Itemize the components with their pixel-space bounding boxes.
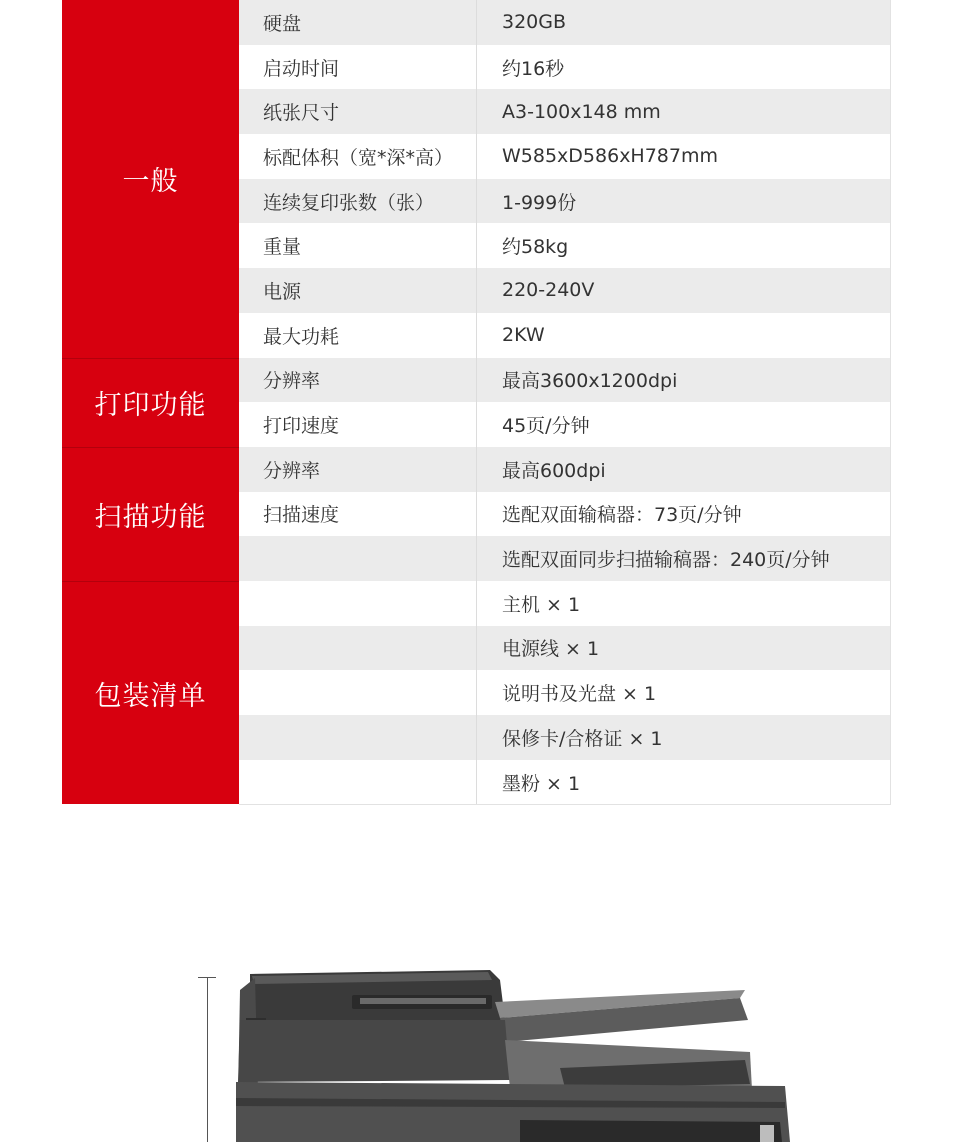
spec-label: 电源 — [239, 268, 477, 313]
spec-group — [62, 0, 891, 358]
spec-value: 保修卡/合格证 × 1 — [502, 727, 663, 750]
spec-label: 标配体积（宽*深*高） — [239, 134, 477, 179]
spec-value: 墨粉 × 1 — [502, 772, 581, 795]
spec-value: 电源线 × 1 — [502, 638, 600, 661]
spec-row — [239, 402, 891, 447]
spec-row — [239, 536, 891, 581]
spec-value: 45页/分钟 — [502, 415, 590, 438]
spec-value: 说明书及光盘 × 1 — [502, 683, 657, 706]
spec-row — [239, 179, 891, 224]
category-cell: 扫描功能 — [62, 447, 239, 581]
spec-value: 220-240V — [502, 279, 595, 302]
spec-table — [62, 0, 891, 805]
spec-row — [239, 358, 891, 403]
spec-label: 启动时间 — [239, 45, 477, 90]
spec-value: 选配双面输稿器：73页/分钟 — [502, 504, 742, 527]
spec-label: 纸张尺寸 — [239, 89, 477, 134]
spec-label: 最大功耗 — [239, 313, 477, 358]
spec-row — [239, 670, 891, 715]
spec-row — [239, 268, 891, 313]
spec-label — [239, 760, 477, 805]
spec-row — [239, 89, 891, 134]
category-cell: 包装清单 — [62, 581, 239, 804]
category-cell: 打印功能 — [62, 358, 239, 447]
category-cell: 一般 — [62, 0, 239, 358]
spec-label: 分辨率 — [239, 358, 477, 403]
spec-value: 1-999份 — [502, 191, 577, 214]
spec-label: 硬盘 — [239, 0, 477, 45]
spec-row — [239, 626, 891, 671]
spec-row — [239, 134, 891, 179]
spec-value: 约58kg — [502, 236, 569, 259]
spec-label — [239, 626, 477, 671]
spec-row — [239, 313, 891, 358]
spec-label — [239, 581, 477, 626]
spec-row — [239, 760, 891, 805]
spec-label: 打印速度 — [239, 402, 477, 447]
spec-label: 分辨率 — [239, 447, 477, 492]
spec-value: W585xD586xH787mm — [502, 145, 719, 168]
spec-value: 选配双面同步扫描输稿器：240页/分钟 — [502, 549, 830, 572]
spec-label — [239, 670, 477, 715]
spec-value: 2KW — [502, 324, 545, 347]
spec-row — [239, 581, 891, 626]
spec-row — [239, 223, 891, 268]
spec-label: 连续复印张数（张） — [239, 179, 477, 224]
spec-label: 重量 — [239, 223, 477, 268]
table-right-border — [890, 0, 891, 805]
spec-label: 扫描速度 — [239, 492, 477, 537]
spec-group — [62, 358, 891, 447]
spec-label — [239, 715, 477, 760]
spec-value: 主机 × 1 — [502, 593, 581, 616]
spec-groups — [62, 0, 891, 804]
spec-label — [239, 536, 477, 581]
spec-group — [62, 447, 891, 581]
spec-value: 最高3600x1200dpi — [502, 370, 678, 393]
spec-row — [239, 0, 891, 45]
spec-value: 约16秒 — [502, 57, 565, 80]
spec-row — [239, 715, 891, 760]
spec-value: 最高600dpi — [502, 459, 606, 482]
spec-value: A3-100x148 mm — [502, 100, 661, 123]
spec-row — [239, 45, 891, 90]
spec-value: 320GB — [502, 11, 567, 34]
spec-group — [62, 581, 891, 804]
table-bottom-border — [239, 804, 891, 805]
copier-printer-image — [0, 960, 960, 1142]
spec-row — [239, 492, 891, 537]
spec-row — [239, 447, 891, 492]
